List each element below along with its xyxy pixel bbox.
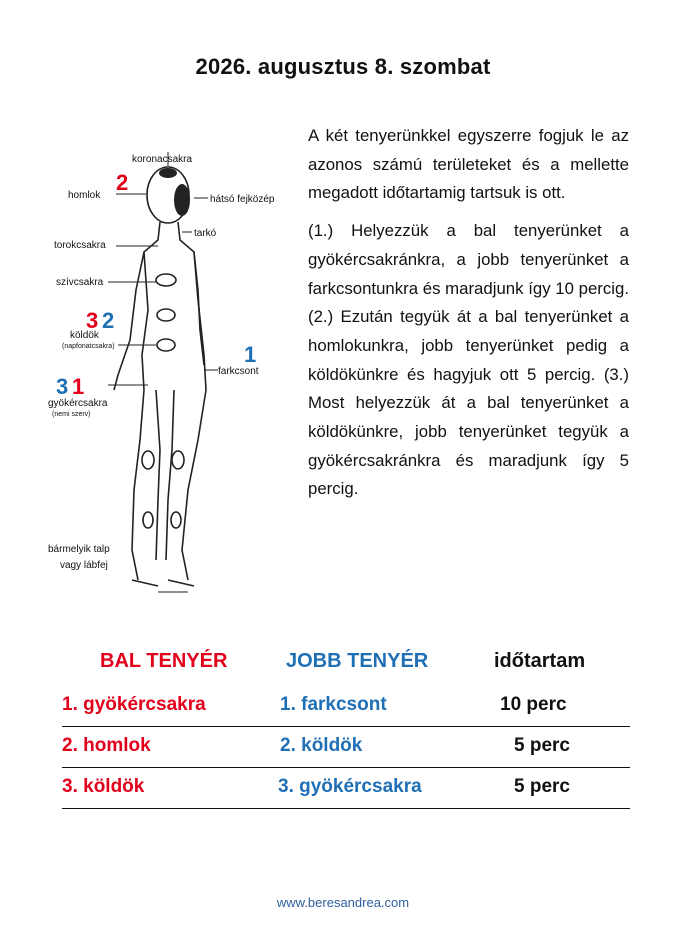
body-outline	[114, 167, 206, 586]
table-header	[62, 650, 630, 686]
cell-ido: 5 perc	[514, 735, 570, 756]
table-row	[62, 768, 630, 809]
label-talp-2: vagy lábfej	[60, 560, 108, 571]
label-gyokercsakra-sub: (nemi szerv)	[52, 411, 91, 418]
number-farkcsont: 1	[244, 342, 257, 367]
header-idotartam: időtartam	[494, 650, 586, 672]
number-gyoker-b: 1	[72, 374, 85, 399]
cell-jobb: 2. köldök	[280, 735, 363, 756]
label-hatso-fejkozep: hátsó fejközép	[210, 194, 275, 205]
cell-jobb: 1. farkcsont	[280, 694, 387, 715]
label-homlok: homlok	[68, 190, 101, 201]
number-gyoker-a: 3	[56, 374, 69, 399]
label-tarko: tarkó	[194, 228, 217, 239]
label-gyokercsakra: gyökércsakra	[48, 398, 108, 409]
label-koldok: köldök	[70, 330, 99, 341]
footer-link[interactable]: www.beresandrea.com	[276, 895, 410, 910]
cell-jobb: 3. gyökércsakra	[278, 776, 422, 797]
number-koldok-b: 2	[102, 308, 115, 333]
label-farkcsont: farkcsont	[218, 366, 259, 377]
intro-paragraph: A két tenyerünkkel egyszerre fogjuk le az azonos számú területeket és a mellette megadott időtartamig tartsuk is ott.	[308, 126, 629, 203]
head-dark-patches	[159, 168, 190, 216]
header-jobb-tenyer: JOBB TENYÉR	[286, 650, 429, 672]
cell-bal: 1. gyökércsakra	[62, 694, 206, 715]
label-koldok-sub: (napfonatcsakra)	[62, 343, 115, 350]
table-row	[62, 686, 630, 727]
label-torokcsakra: torokcsakra	[54, 240, 106, 251]
cell-ido: 10 perc	[500, 694, 567, 715]
instructions-text	[308, 122, 629, 513]
label-talp-1: bármelyik talp	[48, 544, 110, 555]
cell-bal: 3. köldök	[62, 776, 145, 797]
cell-bal: 2. homlok	[62, 735, 151, 756]
page-title: 2026. augusztus 8. szombat	[195, 54, 491, 79]
timing-table	[62, 650, 630, 809]
cell-ido: 5 perc	[514, 776, 570, 797]
table-row	[62, 727, 630, 768]
label-szivcsakra: szívcsakra	[56, 277, 104, 288]
number-koldok-a: 3	[86, 308, 99, 333]
body-figure-illustration	[48, 140, 288, 600]
pointer-lines	[108, 152, 218, 592]
number-homlok: 2	[116, 170, 129, 195]
steps-paragraph: (1.) Helyezzük a bal tenyerünket a gyökércsakránkra, a jobb tenyerünket a farkcsontunkra és maradjunk így 10 percig. (2.) Ezután tegyük át a bal tenyerünket a homlokunkra, jobb tenyerünket pedig a köldökünkre és hagyjuk ott 5 percig. (3.) Most helyezzük át a bal tenyerünket a köldökünkre, jobb tenyerünket tegyük a gyökércsakránkra és maradjunk így 5 percig.	[308, 221, 629, 499]
label-koronacsakra: koronacsakra	[132, 154, 193, 165]
header-bal-tenyer: BAL TENYÉR	[100, 650, 228, 672]
body-figure	[48, 140, 288, 600]
